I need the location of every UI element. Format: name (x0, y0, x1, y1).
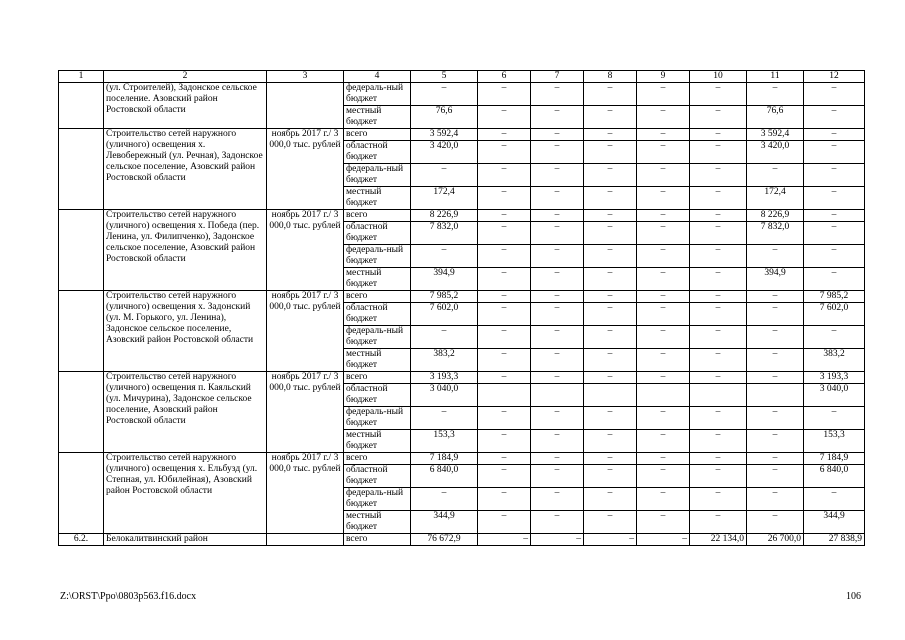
source-cell: местный бюджет (344, 187, 411, 210)
value-cell: – (531, 210, 584, 222)
source-cell: федераль-ный бюджет (344, 407, 411, 430)
value-cell: 3 592,4 (411, 129, 478, 141)
value-cell: – (690, 407, 747, 430)
value-cell: – (531, 164, 584, 187)
object-name-cell: (ул. Строителей), Задонское сельское поселение. Азовский район Ростовской области (104, 83, 267, 129)
value-cell: – (747, 291, 804, 303)
value-cell: – (637, 372, 690, 384)
source-cell: федераль-ный бюджет (344, 326, 411, 349)
page-number: 106 (846, 591, 861, 602)
value-cell: 3 420,0 (411, 141, 478, 164)
value-cell: – (690, 465, 747, 488)
source-cell: всего (344, 453, 411, 465)
value-cell: – (690, 453, 747, 465)
value-cell: – (747, 83, 804, 106)
value-cell: – (804, 326, 865, 349)
value-cell: 172,4 (411, 187, 478, 210)
source-cell: федераль-ный бюджет (344, 164, 411, 187)
value-cell: 3 420,0 (747, 141, 804, 164)
table-row (59, 210, 865, 222)
value-cell: – (584, 349, 637, 372)
table-row (59, 372, 865, 384)
value-cell: – (584, 372, 637, 384)
value-cell: 7 985,2 (804, 291, 865, 303)
table-row (59, 534, 865, 546)
budget-table (58, 70, 865, 546)
value-cell: 344,9 (804, 511, 865, 534)
value-cell: 76,6 (411, 106, 478, 129)
value-cell: 22 134,0 (690, 534, 747, 546)
value-cell: – (690, 245, 747, 268)
value-cell: – (637, 511, 690, 534)
row-number-cell (59, 83, 104, 129)
value-cell (690, 384, 747, 407)
value-cell: – (637, 349, 690, 372)
value-cell: – (584, 453, 637, 465)
value-cell: – (531, 372, 584, 384)
value-cell: 7 985,2 (411, 291, 478, 303)
value-cell: – (584, 268, 637, 291)
value-cell: – (637, 187, 690, 210)
column-number-5: 5 (411, 71, 478, 83)
file-path: Z:\ORST\Ppo\0803p563.f16.docx (60, 591, 197, 602)
value-cell: 172,4 (747, 187, 804, 210)
value-cell: – (747, 245, 804, 268)
value-cell: 7 832,0 (747, 222, 804, 245)
value-cell: – (531, 129, 584, 141)
value-cell: – (804, 222, 865, 245)
value-cell: – (804, 106, 865, 129)
cost-cell: ноябрь 2017 г./ 3 000,0 тыс. рублей (267, 453, 344, 534)
value-cell: – (411, 245, 478, 268)
value-cell: 6 840,0 (804, 465, 865, 488)
value-cell: – (747, 349, 804, 372)
column-number-1: 1 (59, 71, 104, 83)
value-cell: – (478, 372, 531, 384)
value-cell: – (478, 303, 531, 326)
object-name-cell: Строительство сетей наружного (уличного) освещения х. Победа (пер. Ленина, ул. Филипченко), Задонское сельское поселение, Азовский район Ростовской области (104, 210, 267, 291)
value-cell: – (637, 210, 690, 222)
value-cell: 394,9 (747, 268, 804, 291)
value-cell: – (478, 129, 531, 141)
value-cell: – (804, 83, 865, 106)
value-cell: – (584, 210, 637, 222)
value-cell: – (690, 303, 747, 326)
value-cell: – (637, 141, 690, 164)
value-cell: – (690, 488, 747, 511)
value-cell: – (478, 187, 531, 210)
value-cell: – (637, 407, 690, 430)
source-cell: областной бюджет (344, 384, 411, 407)
value-cell: – (690, 511, 747, 534)
value-cell: – (637, 83, 690, 106)
value-cell: 7 184,9 (804, 453, 865, 465)
cost-cell (267, 83, 344, 129)
value-cell: – (747, 372, 804, 384)
value-cell: – (804, 268, 865, 291)
value-cell: – (584, 407, 637, 430)
value-cell: – (411, 164, 478, 187)
object-name-cell: Строительство сетей наружного (уличного) освещения х. Задонский (ул. М. Горького, ул. Ленина), Задонское сельское поселение, Азовский район Ростовской области (104, 291, 267, 372)
value-cell: – (747, 407, 804, 430)
value-cell: 26 700,0 (747, 534, 804, 546)
value-cell: 3 193,3 (411, 372, 478, 384)
value-cell: 3 040,0 (804, 384, 865, 407)
value-cell: – (478, 534, 531, 546)
value-cell: – (690, 222, 747, 245)
value-cell: – (531, 303, 584, 326)
value-cell: 153,3 (804, 430, 865, 453)
value-cell: – (584, 141, 637, 164)
value-cell: – (478, 210, 531, 222)
value-cell: – (478, 465, 531, 488)
source-cell: местный бюджет (344, 106, 411, 129)
value-cell: 394,9 (411, 268, 478, 291)
value-cell: – (478, 326, 531, 349)
value-cell: – (531, 222, 584, 245)
value-cell: – (637, 268, 690, 291)
value-cell: – (478, 83, 531, 106)
value-cell: 6 840,0 (411, 465, 478, 488)
value-cell: – (531, 488, 584, 511)
value-cell: – (584, 291, 637, 303)
source-cell: федераль-ный бюджет (344, 245, 411, 268)
value-cell: – (747, 511, 804, 534)
value-cell: – (478, 488, 531, 511)
column-number-12: 12 (804, 71, 865, 83)
object-name-cell: Белокалитвинский район (104, 534, 267, 546)
value-cell: – (478, 222, 531, 245)
value-cell (478, 384, 531, 407)
value-cell: – (584, 326, 637, 349)
value-cell: 383,2 (804, 349, 865, 372)
value-cell: – (584, 245, 637, 268)
value-cell: – (584, 164, 637, 187)
value-cell: 7 602,0 (804, 303, 865, 326)
value-cell: – (531, 453, 584, 465)
value-cell: – (690, 430, 747, 453)
value-cell: – (637, 534, 690, 546)
value-cell: 76,6 (747, 106, 804, 129)
value-cell: – (478, 141, 531, 164)
value-cell: 3 592,4 (747, 129, 804, 141)
value-cell: – (804, 141, 865, 164)
source-cell: федераль-ный бюджет (344, 83, 411, 106)
value-cell: – (637, 303, 690, 326)
value-cell: – (637, 291, 690, 303)
source-cell: областной бюджет (344, 141, 411, 164)
table-row (59, 83, 865, 106)
value-cell: – (531, 268, 584, 291)
object-name-cell: Строительство сетей наружного (уличного) освещения п. Каяльский (ул. Мичурина), Задонское сельское поселение, Азовский район Ростовской области (104, 372, 267, 453)
column-number-6: 6 (478, 71, 531, 83)
value-cell: – (584, 430, 637, 453)
value-cell: – (804, 245, 865, 268)
source-cell: областной бюджет (344, 303, 411, 326)
source-cell: местный бюджет (344, 511, 411, 534)
value-cell (747, 384, 804, 407)
source-cell: всего (344, 129, 411, 141)
cost-cell (267, 534, 344, 546)
source-cell: местный бюджет (344, 430, 411, 453)
cost-cell: ноябрь 2017 г./ 3 000,0 тыс. рублей (267, 129, 344, 210)
source-cell: всего (344, 210, 411, 222)
cost-cell: ноябрь 2017 г./ 3 000,0 тыс. рублей (267, 372, 344, 453)
value-cell: 344,9 (411, 511, 478, 534)
value-cell: – (637, 465, 690, 488)
value-cell: – (637, 106, 690, 129)
value-cell: – (584, 534, 637, 546)
value-cell (531, 384, 584, 407)
value-cell: – (531, 511, 584, 534)
value-cell: – (690, 83, 747, 106)
row-number-cell (59, 372, 104, 453)
value-cell: – (411, 407, 478, 430)
column-number-8: 8 (584, 71, 637, 83)
cost-cell: ноябрь 2017 г./ 3 000,0 тыс. рублей (267, 210, 344, 291)
column-number-11: 11 (747, 71, 804, 83)
source-cell: местный бюджет (344, 349, 411, 372)
value-cell: – (747, 303, 804, 326)
source-cell: всего (344, 534, 411, 546)
value-cell: – (478, 106, 531, 129)
value-cell: – (747, 465, 804, 488)
table-row (59, 453, 865, 465)
value-cell: – (478, 453, 531, 465)
value-cell: 27 838,9 (804, 534, 865, 546)
value-cell: – (411, 326, 478, 349)
value-cell: – (531, 326, 584, 349)
value-cell: – (690, 210, 747, 222)
value-cell: 7 832,0 (411, 222, 478, 245)
value-cell: 383,2 (411, 349, 478, 372)
value-cell: – (637, 453, 690, 465)
value-cell: 8 226,9 (411, 210, 478, 222)
value-cell: – (747, 164, 804, 187)
value-cell: – (637, 245, 690, 268)
value-cell (637, 384, 690, 407)
value-cell: – (478, 245, 531, 268)
cost-cell: ноябрь 2017 г./ 3 000,0 тыс. рублей (267, 291, 344, 372)
value-cell: – (584, 511, 637, 534)
value-cell: – (478, 349, 531, 372)
value-cell: – (690, 268, 747, 291)
value-cell: – (584, 488, 637, 511)
value-cell: – (478, 407, 531, 430)
value-cell: – (804, 210, 865, 222)
value-cell: 8 226,9 (747, 210, 804, 222)
value-cell: – (690, 106, 747, 129)
row-number-cell: 6.2. (59, 534, 104, 546)
row-number-cell (59, 210, 104, 291)
column-number-4: 4 (344, 71, 411, 83)
value-cell: – (531, 106, 584, 129)
value-cell: – (747, 430, 804, 453)
value-cell: – (531, 291, 584, 303)
value-cell: – (804, 129, 865, 141)
value-cell: – (584, 129, 637, 141)
value-cell: – (531, 534, 584, 546)
value-cell: – (804, 187, 865, 210)
value-cell: – (478, 511, 531, 534)
value-cell: – (531, 430, 584, 453)
value-cell: – (804, 488, 865, 511)
value-cell: – (478, 430, 531, 453)
value-cell: – (690, 187, 747, 210)
value-cell: – (747, 326, 804, 349)
row-number-cell (59, 291, 104, 372)
value-cell (584, 384, 637, 407)
column-number-9: 9 (637, 71, 690, 83)
value-cell: – (584, 303, 637, 326)
value-cell: – (637, 129, 690, 141)
value-cell: 7 184,9 (411, 453, 478, 465)
value-cell: – (411, 83, 478, 106)
column-number-10: 10 (690, 71, 747, 83)
value-cell: – (690, 291, 747, 303)
value-cell: – (584, 83, 637, 106)
value-cell: – (747, 488, 804, 511)
table-row (59, 129, 865, 141)
value-cell: – (531, 187, 584, 210)
value-cell: – (637, 222, 690, 245)
value-cell: – (411, 488, 478, 511)
header-row (59, 71, 865, 83)
object-name-cell: Строительство сетей наружного (уличного) освещения х. Ельбузд (ул. Степная, ул. Юбилейная), Азовский район Ростовской области (104, 453, 267, 534)
source-cell: областной бюджет (344, 222, 411, 245)
source-cell: всего (344, 291, 411, 303)
value-cell: – (584, 465, 637, 488)
value-cell: 7 602,0 (411, 303, 478, 326)
value-cell: – (637, 488, 690, 511)
object-name-cell: Строительство сетей наружного (уличного) освещения х. Левобережный (ул. Речная), Задонское сельское поселение, Азовский район Ростовской области (104, 129, 267, 210)
value-cell: – (478, 164, 531, 187)
value-cell: – (690, 326, 747, 349)
source-cell: всего (344, 372, 411, 384)
value-cell: – (690, 349, 747, 372)
column-number-7: 7 (531, 71, 584, 83)
value-cell: 153,3 (411, 430, 478, 453)
value-cell: – (804, 407, 865, 430)
value-cell: – (690, 164, 747, 187)
value-cell: – (584, 187, 637, 210)
value-cell: 3 193,3 (804, 372, 865, 384)
value-cell: – (747, 453, 804, 465)
source-cell: федераль-ный бюджет (344, 488, 411, 511)
value-cell: – (531, 349, 584, 372)
source-cell: местный бюджет (344, 268, 411, 291)
table-row (59, 291, 865, 303)
value-cell: – (531, 141, 584, 164)
value-cell: – (690, 141, 747, 164)
value-cell: – (531, 245, 584, 268)
value-cell: – (584, 106, 637, 129)
column-number-3: 3 (267, 71, 344, 83)
value-cell: – (531, 465, 584, 488)
value-cell: – (690, 129, 747, 141)
value-cell: – (690, 372, 747, 384)
value-cell: – (478, 268, 531, 291)
value-cell: – (804, 164, 865, 187)
value-cell: – (584, 222, 637, 245)
value-cell: – (637, 164, 690, 187)
value-cell: 76 672,9 (411, 534, 478, 546)
value-cell: – (531, 83, 584, 106)
source-cell: областной бюджет (344, 465, 411, 488)
value-cell: – (637, 326, 690, 349)
value-cell: – (531, 407, 584, 430)
value-cell: – (478, 291, 531, 303)
row-number-cell (59, 453, 104, 534)
row-number-cell (59, 129, 104, 210)
column-number-2: 2 (104, 71, 267, 83)
value-cell: 3 040,0 (411, 384, 478, 407)
value-cell: – (637, 430, 690, 453)
